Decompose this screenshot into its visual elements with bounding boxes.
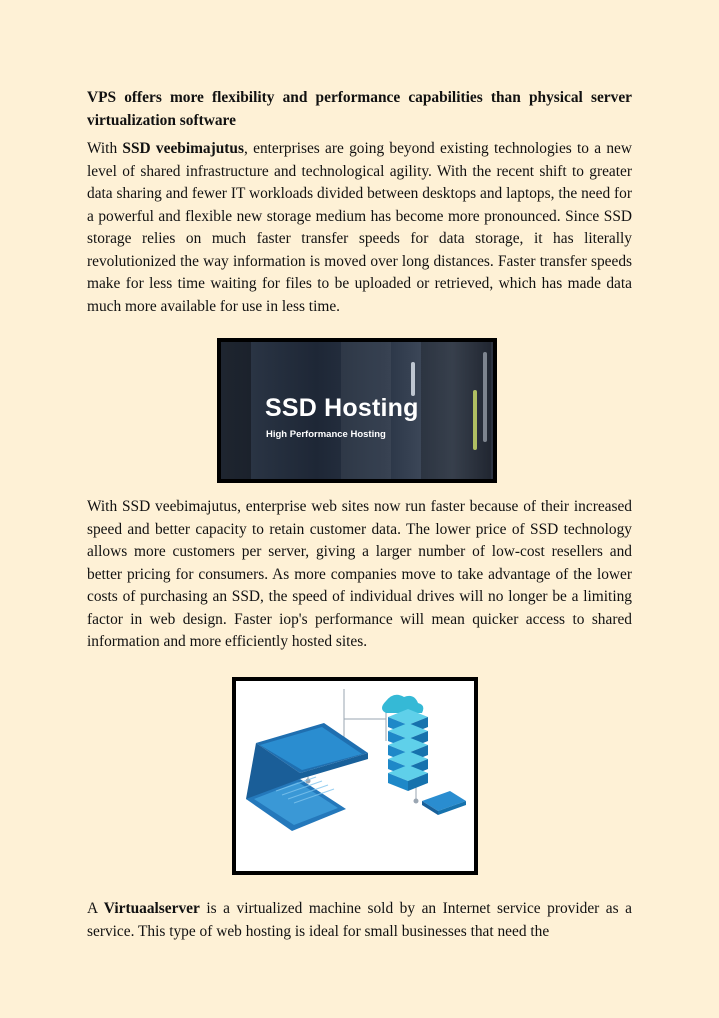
paragraph-body: is a virtualized machine sold by an Internet service provider as a service. This type of web hosting is ideal for small businesses that need the — [87, 900, 632, 940]
cloud-server-laptop-icon — [236, 681, 474, 871]
laptop-icon — [246, 723, 368, 831]
ssd-hosting-image — [217, 338, 497, 483]
section-heading: VPS offers more flexibility and performance capabilities than physical server virtualization software — [87, 89, 632, 129]
ssd-veebimajutus-term: SSD veebimajutus — [122, 140, 244, 157]
paragraph-ssd-benefits: With SSD veebimajutus, enterprise web sites now run faster because of their increased speed and better capacity to retain customer data. The lower price of SSD technology allows more customers per server, giving a larger number of low-cost resellers and better pricing for consumers. As more companies move to take advantage of the lower costs of purchasing an SSD, the speed of individual drives will no longer be a limiting factor in web design. Faster iop's performance will mean quicker access to shared information and more efficiently hosted sites. — [87, 498, 632, 650]
paragraph-body: , enterprises are going beyond existing technologies to a new level of shared infrastructure and technological agility. With the recent shift to greater data sharing and fewer IT workloads divided between desktops and laptops, the need for a powerful and flexible new storage medium has become more pronounced. Since SSD storage relies on much faster transfer speeds for data storage, it has literally revolutionized the way information is moved over long distances. Faster transfer speeds make for less time waiting for files to be uploaded or retrieved, which has made data much more available for use in less time. — [87, 140, 632, 315]
paragraph-prefix: With — [87, 140, 123, 157]
cloud-server-illustration — [232, 677, 478, 875]
ssd-hosting-title: SSD Hosting — [265, 394, 419, 422]
paragraph-prefix: A — [87, 900, 104, 917]
ssd-hosting-subtitle: High Performance Hosting — [266, 429, 386, 440]
phone-icon — [422, 791, 466, 815]
paragraph-virtuaalserver — [87, 898, 632, 943]
server-room-background — [221, 342, 493, 479]
paragraph-ssd-intro — [87, 138, 632, 318]
server-stack-icon — [382, 695, 428, 791]
virtuaalserver-term: Virtuaalserver — [103, 900, 200, 917]
